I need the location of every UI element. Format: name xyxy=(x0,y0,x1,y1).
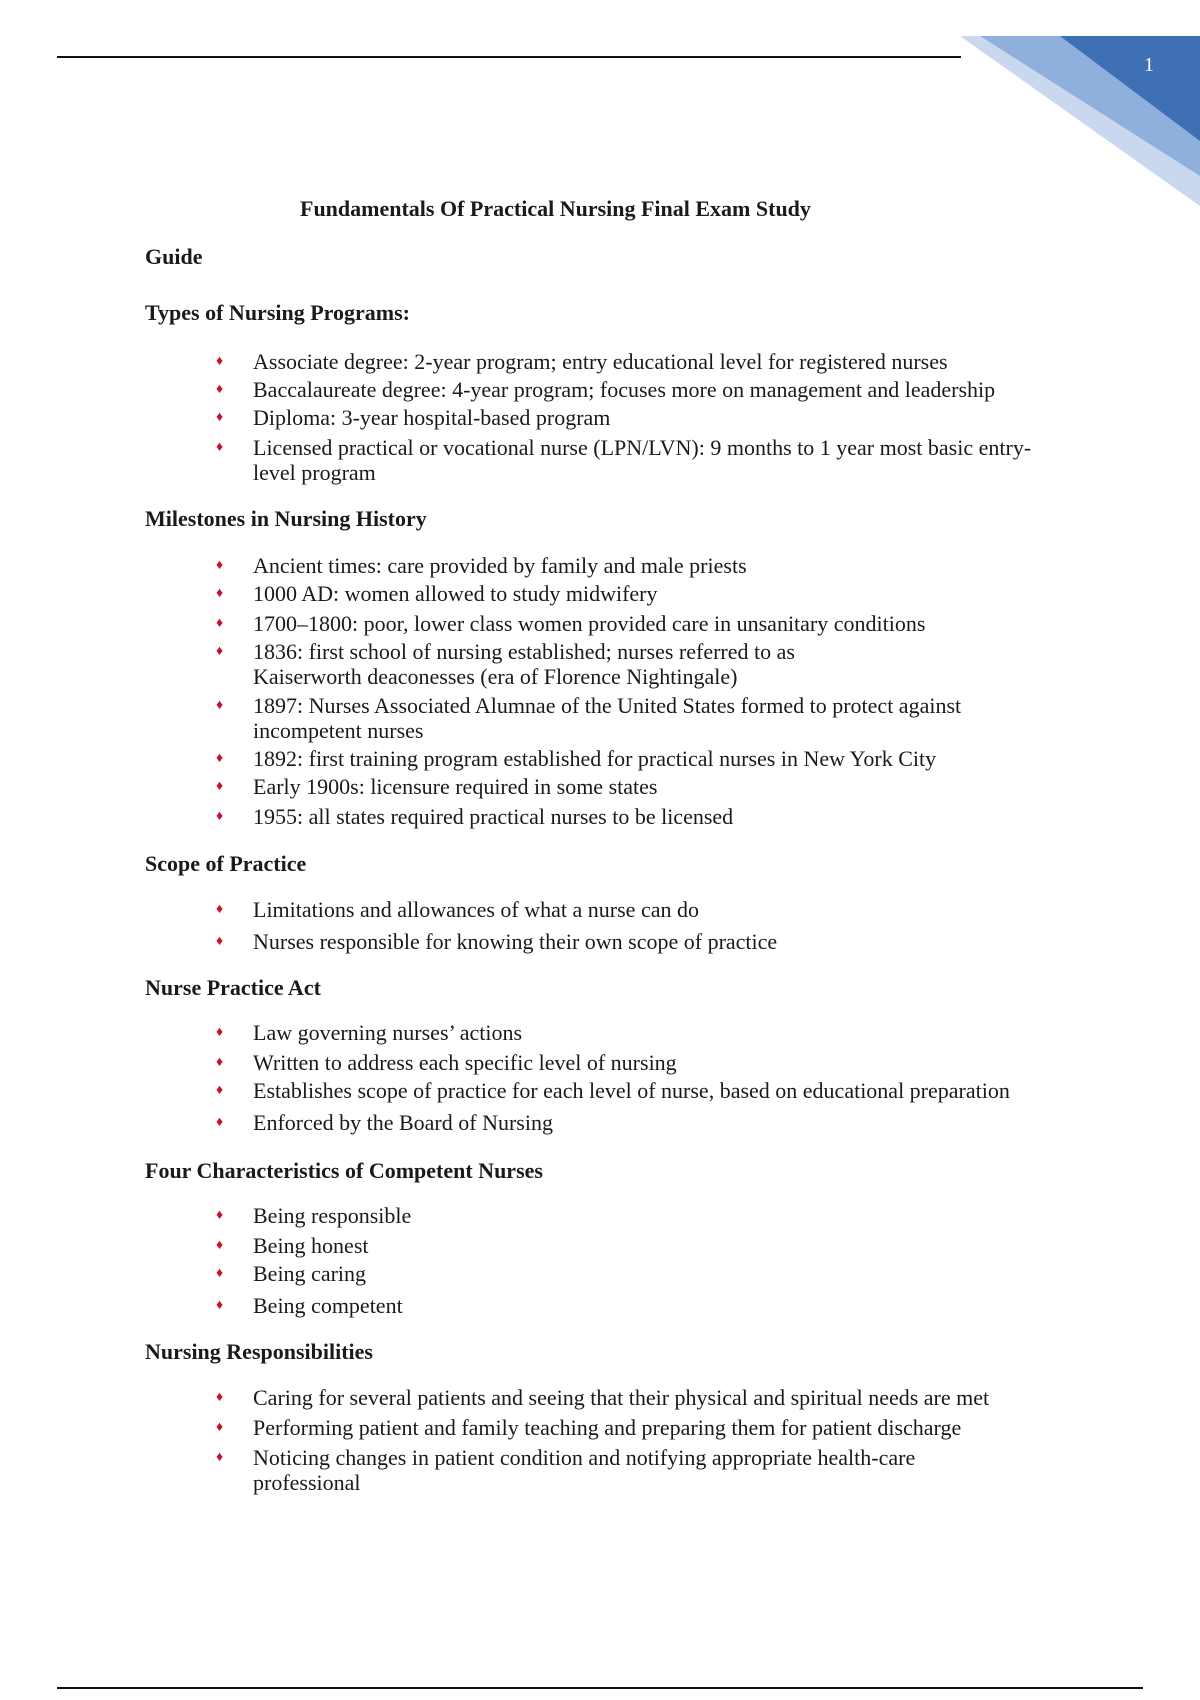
list-item-text: Noticing changes in patient condition and notifying appropriate health-care professional xyxy=(253,1445,916,1495)
diamond-icon: ♦ xyxy=(216,354,224,369)
list-item-text: Law governing nurses’ actions xyxy=(253,1020,523,1045)
list-item-text: Being responsible xyxy=(253,1203,412,1228)
section-heading-nursing-programs: Types of Nursing Programs: xyxy=(145,300,411,325)
list-item-text: Associate degree: 2-year program; entry educational level for registered nurses xyxy=(253,349,948,374)
diamond-icon: ♦ xyxy=(216,586,224,601)
section-heading-scope: Scope of Practice xyxy=(145,851,307,876)
list-item-text: 1897: Nurses Associated Alumnae of the United States formed to protect against incompetent nurses xyxy=(253,693,962,743)
list-item-text: Being competent xyxy=(253,1293,403,1318)
diamond-icon: ♦ xyxy=(216,1115,224,1130)
list-item-text: Nurses responsible for knowing their own scope of practice xyxy=(253,929,778,954)
diamond-icon: ♦ xyxy=(216,616,224,631)
diamond-icon: ♦ xyxy=(216,751,224,766)
page-number: 1 xyxy=(1144,54,1154,76)
section-heading-characteristics: Four Characteristics of Competent Nurses xyxy=(145,1158,543,1183)
diamond-icon: ♦ xyxy=(216,1450,224,1465)
list-item-text: Ancient times: care provided by family and male priests xyxy=(253,553,747,578)
list-item-text: Diploma: 3-year hospital-based program xyxy=(253,405,611,430)
section-heading-practice-act: Nurse Practice Act xyxy=(145,975,321,1000)
diamond-icon: ♦ xyxy=(216,902,224,917)
list-item-text: Early 1900s: licensure required in some states xyxy=(253,774,658,799)
list-item-text: Baccalaureate degree: 4-year program; focuses more on management and leadership xyxy=(253,377,996,402)
diamond-icon: ♦ xyxy=(216,698,224,713)
list-item-text: Limitations and allowances of what a nurse can do xyxy=(253,897,699,922)
diamond-icon: ♦ xyxy=(216,440,224,455)
list-item-text: Being honest xyxy=(253,1233,369,1258)
diamond-icon: ♦ xyxy=(216,382,224,397)
diamond-icon: ♦ xyxy=(216,644,224,659)
diamond-icon: ♦ xyxy=(216,934,224,949)
list-item-text: 1892: first training program established for practical nurses in New York City xyxy=(253,746,937,771)
diamond-icon: ♦ xyxy=(216,1420,224,1435)
corner-decoration xyxy=(960,36,1200,206)
diamond-icon: ♦ xyxy=(216,1298,224,1313)
diamond-icon: ♦ xyxy=(216,1208,224,1223)
list-item-text: Enforced by the Board of Nursing xyxy=(253,1110,553,1135)
header-rule xyxy=(57,56,961,58)
diamond-icon: ♦ xyxy=(216,1238,224,1253)
diamond-icon: ♦ xyxy=(216,1055,224,1070)
diamond-icon: ♦ xyxy=(216,1266,224,1281)
list-item-text: Being caring xyxy=(253,1261,367,1286)
list-item-text: 1955: all states required practical nurses to be licensed xyxy=(253,804,734,829)
list-item-text: Establishes scope of practice for each level of nurse, based on educational preparation xyxy=(253,1078,1010,1103)
document-title: Fundamentals Of Practical Nursing Final Exam Study xyxy=(300,196,811,221)
document-subtitle: Guide xyxy=(145,244,203,269)
diamond-icon: ♦ xyxy=(216,779,224,794)
list-item-text: Written to address each specific level of nursing xyxy=(253,1050,677,1075)
list-item-text: Licensed practical or vocational nurse (LPN/LVN): 9 months to 1 year most basic entry-level program xyxy=(253,435,1032,485)
list-item-text: 1836: first school of nursing established; nurses referred to as Kaiserworth deaconesses (era of Florence Nightingale) xyxy=(253,639,795,689)
footer-rule xyxy=(57,1687,1143,1689)
diamond-icon: ♦ xyxy=(216,1390,224,1405)
list-item-text: Caring for several patients and seeing that their physical and spiritual needs are met xyxy=(253,1385,990,1410)
diamond-icon: ♦ xyxy=(216,558,224,573)
diamond-icon: ♦ xyxy=(216,410,224,425)
section-heading-responsibilities: Nursing Responsibilities xyxy=(145,1339,373,1364)
list-item-text: 1700–1800: poor, lower class women provided care in unsanitary conditions xyxy=(253,611,926,636)
diamond-icon: ♦ xyxy=(216,1025,224,1040)
diamond-icon: ♦ xyxy=(216,1083,224,1098)
list-item-text: 1000 AD: women allowed to study midwifery xyxy=(253,581,658,606)
section-heading-milestones: Milestones in Nursing History xyxy=(145,506,427,531)
list-item-text: Performing patient and family teaching and preparing them for patient discharge xyxy=(253,1415,962,1440)
diamond-icon: ♦ xyxy=(216,809,224,824)
